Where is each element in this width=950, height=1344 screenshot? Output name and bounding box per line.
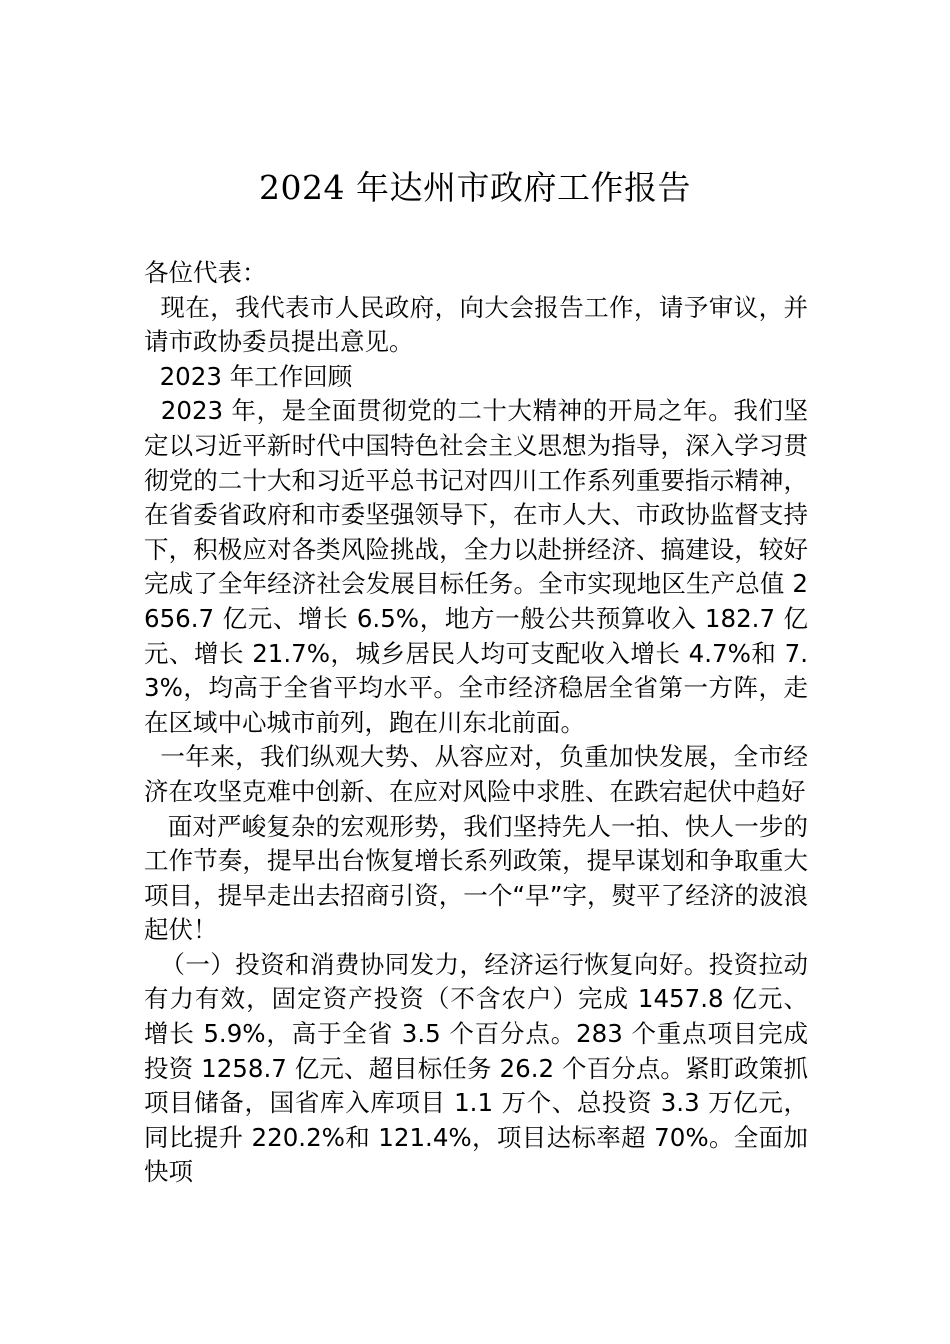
paragraph-summary: 一年来，我们纵观大势、从容应对，负重加快发展，全市经济在攻坚克难中创新、在应对风险中求胜、在跌宕起伏中趋好	[144, 742, 808, 806]
paragraph-intro: 现在，我代表市人民政府，向大会报告工作，请予审议，并请市政协委员提出意见。	[144, 292, 808, 357]
document-body	[144, 256, 808, 1190]
salutation: 各位代表：	[144, 258, 267, 287]
section-heading: 2023 年工作回顾	[144, 361, 353, 391]
page-title: 2024 年达州市政府工作报告	[259, 168, 691, 207]
paragraph-overview: 2023 年，是全面贯彻党的二十大精神的开局之年。我们坚定以习近平新时代中国特色社会主义思想为指导，深入学习贯彻党的二十大和习近平总书记对四川工作系列重要指示精神，在省委省政府和市委坚强领导下，在市人大、市政协监督支持下，积极应对各类风险挑战，全力以赴拼经济、搞建设，较好完成了全年经济社会发展目标任务。全市实现地区生产总值 2656.7 亿元、增长 6.5%，地方一般公共预算收入 182.7 亿元、增长 21.7%，城乡居民人均可支配收入增长 4.7%和 7.3%，均高于全省平均水平。全市经济稳居全省第一方阵，走在区域中心城市前列，跑在川东北前面。	[144, 396, 809, 737]
paragraph-approach: 面对严峻复杂的宏观形势，我们坚持先人一拍、快人一步的工作节奏，提早出台恢复增长系列政策，提早谋划和争取重大项目，提早走出去招商引资，一个“早”字，熨平了经济的波浪起伏！	[144, 811, 808, 945]
paragraph-investment: （一）投资和消费协同发力，经济运行恢复向好。投资拉动有力有效，固定资产投资（不含农户）完成 1457.8 亿元、增长 5.9%，高于全省 3.5 个百分点。283 个重点项目完成投资 1258.7 亿元、超目标任务 26.2 个百分点。紧盯政策抓项目储备，国省库入库项目 1.1 万个、总投资 3.3 万亿元，同比提升 220.2%和 121.4%，项目达标率超 70%。全面加快项	[144, 949, 808, 1187]
